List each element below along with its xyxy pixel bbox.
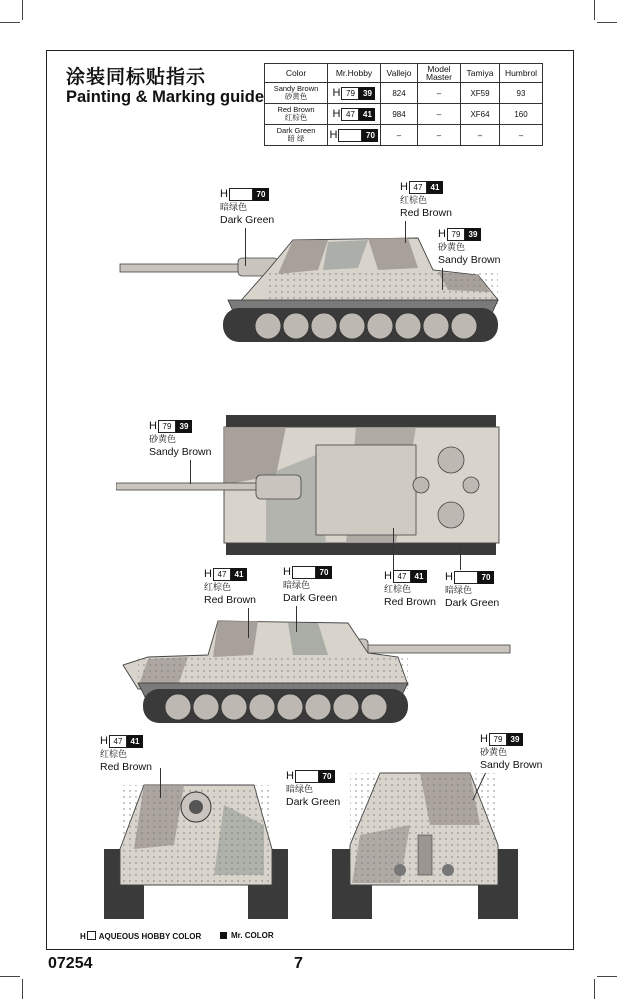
mr-color-code: 41 <box>127 735 143 748</box>
callout-sandy-brown <box>149 420 211 459</box>
mr-color-code: 39 <box>176 420 192 433</box>
color-cell <box>265 83 328 104</box>
col-header: Vallejo <box>381 64 418 83</box>
leader-line <box>190 460 191 484</box>
mr-color-code: 70 <box>478 571 494 584</box>
aqueous-code: 79 <box>158 420 176 433</box>
crop-mark <box>594 0 595 20</box>
mrhobby-cell <box>328 83 381 104</box>
humbrol-cell: – <box>500 125 543 146</box>
hobby-code <box>384 570 427 583</box>
color-name: Sandy Brown <box>480 759 543 771</box>
leader-line <box>296 606 297 632</box>
tamiya-cell: – <box>461 125 500 146</box>
leader-line <box>248 608 249 638</box>
col-header: Mr.Hobby <box>328 64 381 83</box>
callout-sandy-brown <box>480 733 542 772</box>
col-header: Model Master <box>418 64 461 83</box>
mr-color-code: 70 <box>316 566 332 579</box>
hobby-code <box>100 735 143 748</box>
tamiya-cell: XF59 <box>461 83 500 104</box>
leader-line <box>442 268 443 290</box>
h-letter: H <box>384 570 392 582</box>
modelmaster-cell: – <box>418 83 461 104</box>
color-name: Sandy Brown <box>438 254 501 266</box>
color-name-cn: 砂黄色 <box>149 434 177 444</box>
color-name-cn: 红棕色 <box>400 195 428 205</box>
h-letter: H <box>332 107 341 120</box>
table-header-row <box>265 64 543 83</box>
mr-color-code: 39 <box>507 733 523 746</box>
filled-box-icon <box>220 932 227 939</box>
callout-dark-green <box>445 571 499 610</box>
table-row <box>265 104 543 125</box>
color-name: Dark Green <box>276 126 316 135</box>
col-header: Humbrol <box>500 64 543 83</box>
hobby-code <box>149 420 192 433</box>
table-row <box>265 125 543 146</box>
callout-dark-green <box>220 188 274 227</box>
crop-mark <box>0 22 20 23</box>
h-letter: H <box>400 181 408 193</box>
modelmaster-cell: – <box>418 104 461 125</box>
color-name-cn: 暗绿色 <box>220 202 248 212</box>
col-header: Color <box>265 64 328 83</box>
h-letter: H <box>332 86 341 99</box>
humbrol-cell: 160 <box>500 104 543 125</box>
leader-line <box>460 548 461 570</box>
aqueous-code: 47 <box>341 108 359 121</box>
mr-color-code: 41 <box>231 568 247 581</box>
tank-side-view-right <box>118 615 513 730</box>
crop-mark <box>0 976 20 977</box>
empty-box-icon <box>87 931 96 940</box>
crop-mark <box>597 22 617 23</box>
crop-mark <box>22 979 23 999</box>
mr-color-code: 41 <box>359 108 375 121</box>
color-name-cn: 红棕色 <box>284 113 308 122</box>
h-letter: H <box>480 733 488 745</box>
kit-number: 07254 <box>48 955 93 972</box>
modelmaster-cell: – <box>418 125 461 146</box>
hobby-code <box>333 87 376 100</box>
callout-dark-green <box>283 566 337 605</box>
h-letter: H <box>100 735 108 747</box>
color-name: Red Brown <box>100 761 152 773</box>
mr-color-code: 70 <box>319 770 335 783</box>
hobby-code <box>220 188 269 201</box>
aqueous-code: 47 <box>409 181 427 194</box>
vallejo-cell: – <box>381 125 418 146</box>
h-letter: H <box>445 571 453 583</box>
color-name-cn: 砂黄色 <box>438 242 466 252</box>
leader-line <box>405 221 406 243</box>
color-name: Dark Green <box>445 597 500 609</box>
table-row <box>265 83 543 104</box>
mr-color-code: 41 <box>427 181 443 194</box>
aqueous-code <box>338 129 362 142</box>
color-name: Dark Green <box>286 796 341 808</box>
callout-sandy-brown <box>438 228 500 267</box>
h-letter: H <box>80 932 86 941</box>
aqueous-code: 79 <box>341 87 359 100</box>
callout-red-brown <box>100 735 152 774</box>
h-letter: H <box>149 420 157 432</box>
leader-line <box>245 228 246 266</box>
callout-red-brown <box>204 568 256 607</box>
legend-mr-color <box>220 931 274 940</box>
tank-rear-view <box>330 765 520 920</box>
aqueous-code <box>292 566 316 579</box>
color-name: Dark Green <box>220 214 275 226</box>
color-name-cn: 暗 绿 <box>287 134 305 143</box>
vallejo-cell: 984 <box>381 104 418 125</box>
mr-color-code: 41 <box>411 570 427 583</box>
paint-table <box>264 63 543 146</box>
color-name: Dark Green <box>283 592 338 604</box>
color-name: Sandy Brown <box>273 84 319 93</box>
color-name: Red Brown <box>277 105 315 114</box>
color-name: Red Brown <box>400 207 452 219</box>
aqueous-code <box>229 188 253 201</box>
col-header: Tamiya <box>461 64 500 83</box>
mr-color-code: 39 <box>465 228 481 241</box>
aqueous-code: 79 <box>489 733 507 746</box>
mr-color-code: 70 <box>253 188 269 201</box>
mrhobby-cell <box>328 104 381 125</box>
legend-aqueous <box>80 931 201 941</box>
h-letter: H <box>204 568 212 580</box>
color-name-cn: 暗绿色 <box>445 585 473 595</box>
h-letter: H <box>286 770 294 782</box>
crop-mark <box>594 979 595 999</box>
color-name: Red Brown <box>384 596 436 608</box>
hobby-code <box>333 108 376 121</box>
legend-label: AQUEOUS HOBBY COLOR <box>98 932 202 941</box>
vallejo-cell: 824 <box>381 83 418 104</box>
color-name-cn: 红棕色 <box>204 582 232 592</box>
color-name-cn: 砂黄色 <box>480 747 508 757</box>
tamiya-cell: XF64 <box>461 104 500 125</box>
hobby-code <box>445 571 494 584</box>
aqueous-code: 47 <box>109 735 127 748</box>
aqueous-code <box>295 770 319 783</box>
hobby-code <box>286 770 335 783</box>
h-letter: H <box>220 188 228 200</box>
aqueous-code: 47 <box>393 570 411 583</box>
crop-mark <box>597 976 617 977</box>
color-cell <box>265 125 328 146</box>
h-letter: H <box>283 566 291 578</box>
leader-line <box>393 528 394 570</box>
callout-dark-green <box>286 770 340 809</box>
hobby-code <box>283 566 332 579</box>
crop-mark <box>22 0 23 20</box>
color-name-cn: 砂黄色 <box>284 92 308 101</box>
hobby-code <box>400 181 443 194</box>
page-title: Painting & Marking guide <box>66 88 265 106</box>
leader-line <box>160 768 161 798</box>
legend-label: Mr. COLOR <box>231 931 274 940</box>
mrhobby-cell <box>328 125 381 146</box>
color-name-cn: 红棕色 <box>100 749 128 759</box>
callout-red-brown <box>384 570 436 609</box>
mr-color-code: 39 <box>359 87 375 100</box>
page-title-cn: 涂装同标贴指示 <box>66 67 207 88</box>
color-name: Red Brown <box>204 594 256 606</box>
callout-red-brown <box>400 181 452 220</box>
color-name-cn: 暗绿色 <box>286 784 314 794</box>
color-cell <box>265 104 328 125</box>
color-name-cn: 红棕色 <box>384 584 412 594</box>
hobby-code <box>204 568 247 581</box>
aqueous-code: 47 <box>213 568 231 581</box>
aqueous-code: 79 <box>447 228 465 241</box>
color-name: Sandy Brown <box>149 446 212 458</box>
page-number: 7 <box>294 955 303 972</box>
hobby-code <box>438 228 481 241</box>
hobby-code <box>480 733 523 746</box>
h-letter: H <box>329 128 338 141</box>
h-letter: H <box>438 228 446 240</box>
tank-front-view <box>104 765 288 920</box>
humbrol-cell: 93 <box>500 83 543 104</box>
mr-color-code: 70 <box>362 129 378 142</box>
aqueous-code <box>454 571 478 584</box>
hobby-code <box>330 129 379 142</box>
color-name-cn: 暗绿色 <box>283 580 311 590</box>
